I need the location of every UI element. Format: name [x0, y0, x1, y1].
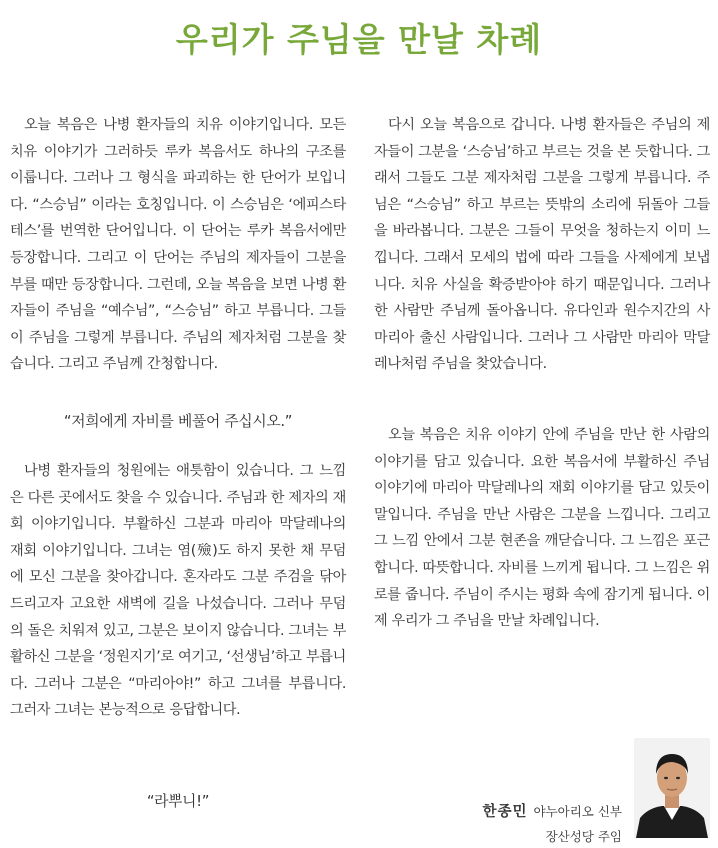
- author-photo: [634, 738, 710, 838]
- right-paragraph-2: 오늘 복음은 치유 이야기 안에 주님을 만난 한 사람의 이야기를 담고 있습니다. 요한 복음서에 부활하신 주님 이야기에 마리아 막달레나의 재회 이야기를 담고 있듯이 말입니다. 주님을 만난 사람은 그분을 느낍니다. 그리고 그 느낌 안에서 그분 현존을 깨닫습니다. 그 느낌은 포근합니다. 따뜻합니다. 자비를 느끼게 됩니다. 그 느낌은 위로를 줍니다. 주님이 주시는 평화 속에 잠기게 됩니다. 이제 우리가 그 주님을 만날 차례입니다.: [374, 427, 710, 630]
- right-paragraph-1: 다시 오늘 복음으로 갑니다. 나병 환자들은 주님의 제자들이 그분을 ‘스승님’하고 부르는 것을 본 듯합니다. 그래서 그들도 그분 제자처럼 그분을 그렇게 부릅니다. 주님은 “스승님” 하고 부르는 뜻밖의 소리에 뒤돌아 그들을 바라봅니다. 그분은 그들이 무엇을 청하는지 이미 느낍니다. 그래서 모세의 법에 따라 그들을 사제에게 보냅니다. 치유 사실을 확증받아야 하기 때문입니다. 그러나 한 사람만 주님께 돌아옵니다. 유다인과 원수지간의 사마리아 출신 사람입니다. 그러나 그 사람만 마리아 막달레나처럼 주님을 찾았습니다.: [374, 117, 710, 373]
- quote-1: “저희에게 자비를 베풀어 주십시오.”: [63, 413, 293, 430]
- quote-2: “라뿌니!”: [146, 793, 210, 810]
- author-name: 한종민: [482, 804, 528, 820]
- author-portrait-image: [634, 738, 710, 838]
- author-line: [482, 800, 622, 821]
- quote-1-block: [10, 410, 346, 431]
- left-column: [10, 112, 346, 378]
- left-paragraph-1: 오늘 복음은 나병 환자들의 치유 이야기입니다. 모든 치유 이야기가 그러하듯 루카 복음서도 하나의 구조를 이룹니다. 그러나 그 형식을 파괴하는 한 단어가 보입니다. “스승님” 이라는 호칭입니다. 이 스승님은 ‘에피스타테스’를 번역한 단어입니다. 이 단어는 루카 복음서에만 등장합니다. 그리고 이 단어는 주님의 제자들이 그분을 부를 때만 등장합니다. 그런데, 오늘 복음을 보면 나병 환자들이 주님을 “예수님”, “스승님” 하고 부릅니다. 그들이 주님을 그렇게 부릅니다. 주님의 제자처럼 그분을 찾습니다. 그리고 주님께 간청합니다.: [10, 117, 346, 373]
- left-paragraph-2-block: [10, 458, 346, 724]
- left-paragraph-2: 나병 환자들의 청원에는 애틋함이 있습니다. 그 느낌은 다른 곳에서도 찾을 수 있습니다. 주님과 한 제자의 재회 이야기입니다. 부활하신 그분과 마리아 막달레나의 재회 이야기입니다. 그녀는 염(殮)도 하지 못한 채 무덤에 모신 그분을 찾아갑니다. 혼자라도 그분 주검을 닦아드리고자 고요한 새벽에 길을 나섰습니다. 그러나 무덤의 돌은 치워져 있고, 그분은 보이지 않습니다. 그녀는 부활하신 그분을 ‘정원지기’로 여기고, ‘선생님’하고 부릅니다. 그러나 그분은 “마리아야!” 하고 그녀를 부릅니다. 그러자 그녀는 본능적으로 응답합니다.: [10, 463, 346, 719]
- author-title: 야누아리오 신부: [533, 804, 622, 819]
- right-column: [374, 112, 710, 378]
- author-signature: [482, 800, 622, 845]
- author-position: 장산성당 주임: [545, 829, 622, 844]
- page-title: 우리가 주님을 만날 차례: [175, 20, 543, 59]
- quote-2-block: [10, 790, 346, 811]
- right-paragraph-2-block: [374, 422, 710, 635]
